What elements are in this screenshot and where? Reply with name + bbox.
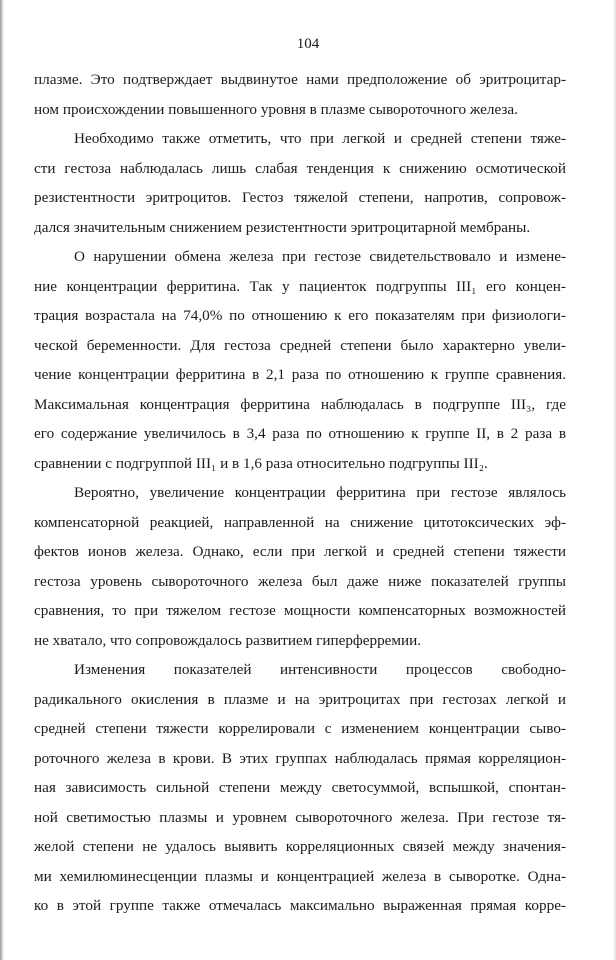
- text-line: гестоза уровень сывороточного железа был даже ниже показателей группы: [34, 572, 566, 590]
- text-line: радикального окисления в плазме и на эритроцитах при гестозах легкой и: [34, 690, 566, 708]
- text-line: ном происхождении повышенного уровня в плазме сывороточного железа.: [34, 100, 518, 118]
- text-line: О нарушении обмена железа при гестозе свидетельствовало и измене-: [74, 248, 566, 265]
- text-line: Максимальная концентрация ферритина наблюдалась в подгруппе III₃, где: [34, 395, 566, 413]
- text-line: ние концентрации ферритина. Так у пациенток подгруппы III₁ его концен-: [34, 277, 566, 295]
- text-line: Вероятно, увеличение концентрации ферритина при гестозе являлось: [74, 484, 566, 501]
- text-line: желой степени не удалось выявить корреляционных связей между значения-: [34, 838, 566, 855]
- text-line: трация возрастала на 74,0% по отношению к его показателям при физиологи-: [34, 307, 566, 324]
- text-line: чение концентрации ферритина в 2,1 раза по отношению к группе сравнения.: [34, 366, 566, 383]
- text-line: плазме. Это подтверждает выдвинутое нами предположение об эритроцитар-: [34, 71, 566, 88]
- text-line: средней степени тяжести коррелировали с изменением концентрации сыво-: [34, 720, 566, 737]
- text-line: резистентности эритроцитов. Гестоз тяжелой степени, напротив, сопровож-: [34, 189, 566, 206]
- text-line: Необходимо также отметить, что при легкой и средней степени тяже-: [74, 130, 566, 147]
- scan-left-edge: [0, 0, 4, 960]
- page-body: [34, 65, 566, 921]
- text-line: сти гестоза наблюдалась лишь слабая тенденция к снижению осмотической: [34, 159, 566, 177]
- text-line: ми хемилюминесценции плазмы и концентрацией железа в сыворотке. Одна-: [34, 867, 566, 885]
- text-line: не хватало, что сопровождалось развитием гиперферремии.: [34, 631, 422, 649]
- text-line: его содержание увеличилось в 3,4 раза по отношению к группе II, в 2 раза в: [34, 425, 566, 442]
- text-line: ная зависимость сильной степени между светосуммой, вспышкой, спонтан-: [34, 779, 566, 796]
- text-line: сравнении с подгруппой III₁ и в 1,6 раза относительно подгруппы III₂.: [34, 454, 488, 472]
- text-line: компенсаторной реакцией, направленной на снижение цитотоксических эф-: [34, 513, 566, 531]
- text-line: Изменения показателей интенсивности процессов свободно-: [74, 661, 566, 678]
- text-line: ческой беременности. Для гестоза средней степени было характерно увели-: [34, 336, 566, 354]
- text-line: ко в этой группе также отмечалась максимально выраженная прямая корре-: [34, 897, 566, 914]
- page-number: 104: [296, 36, 320, 52]
- text-line: сравнения, то при тяжелом гестозе мощности компенсаторных возможностей: [34, 602, 566, 619]
- text-line: фектов ионов железа. Однако, если при легкой и средней степени тяжести: [34, 543, 566, 560]
- text-line: роточного железа в крови. В этих группах наблюдалась прямая корреляцион-: [34, 749, 566, 767]
- text-line: ной светимостью плазмы и уровнем сывороточного железа. При гестозе тя-: [34, 808, 566, 826]
- text-line: дался значительным снижением резистентности эритроцитарной мембраны.: [34, 218, 531, 236]
